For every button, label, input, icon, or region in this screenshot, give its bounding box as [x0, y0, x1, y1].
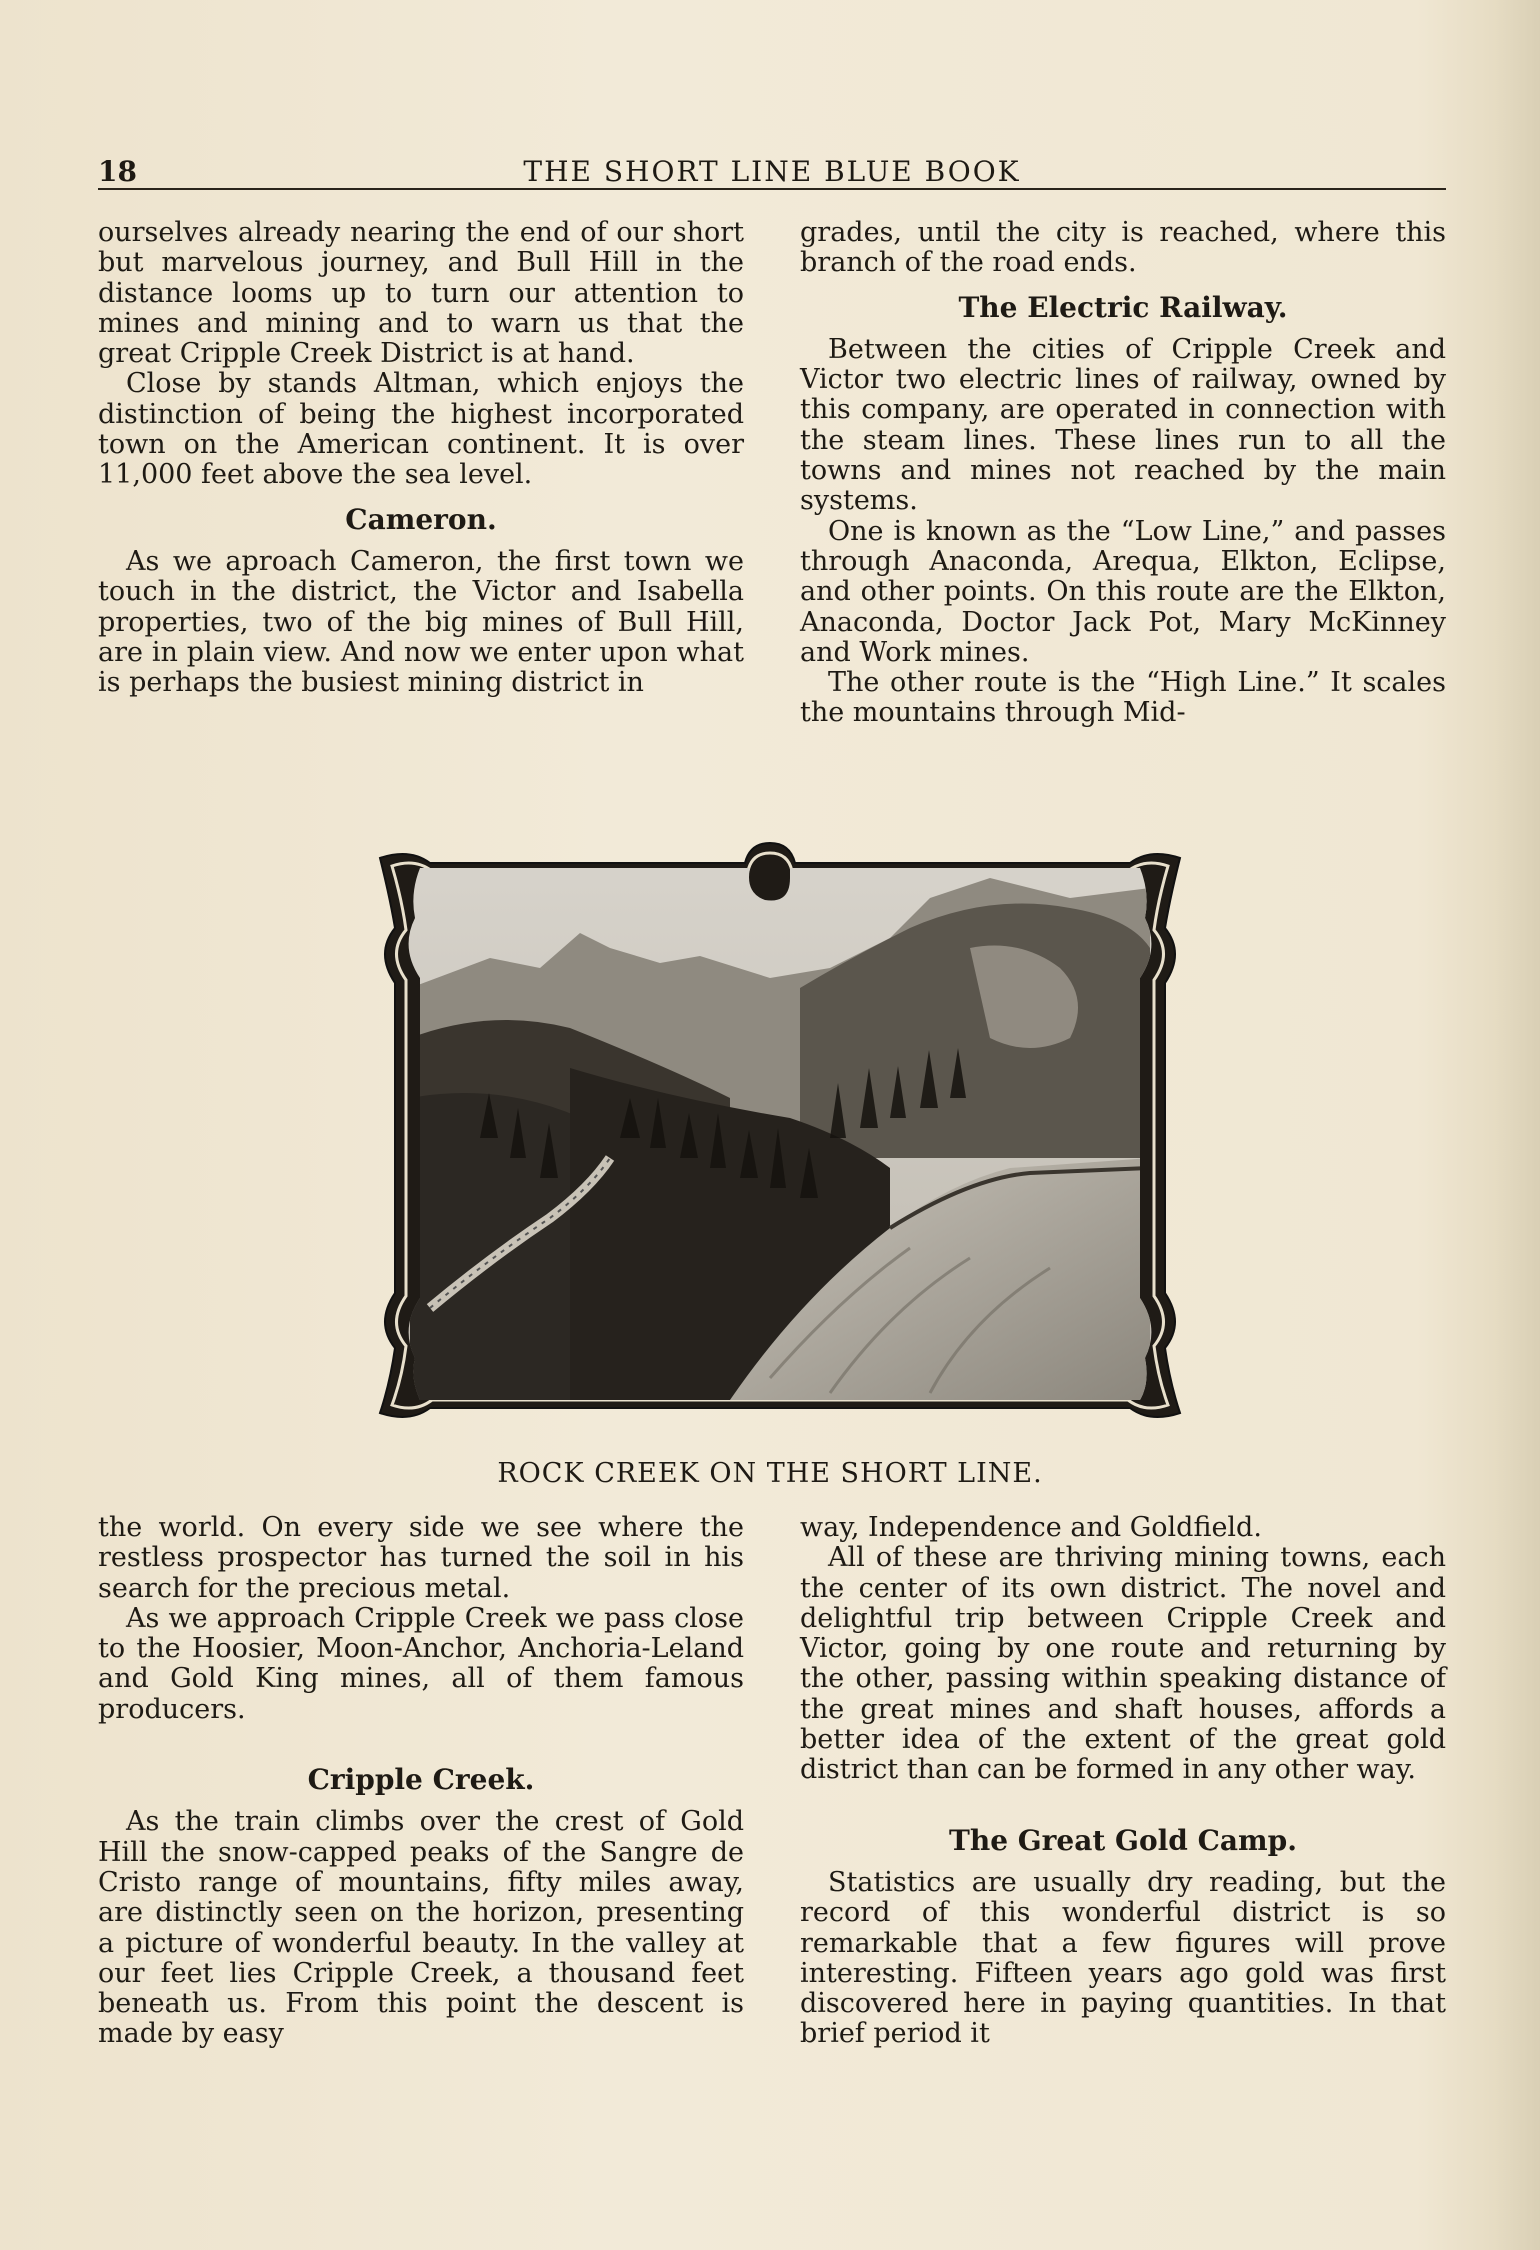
- paragraph: the world. On every side we see where the restless prospector has turned the soil in his search for the precious metal.: [98, 1512, 744, 1604]
- column-top-right: [800, 218, 1446, 729]
- paragraph: Statistics are usually dry reading, but the record of this wonderful district is so remarkable that a few figures will prove interesting. Fifteen years ago gold was first discovered here in paying quantities. In that brief period it: [800, 1866, 1446, 2050]
- column-bottom-right: [800, 1513, 1446, 2050]
- paragraph: Between the cities of Cripple Creek and Victor two electric lines of railway, owned by this company, are operated in connection with the steam lines. These lines run to all the towns and mines not reached by the main systems.: [800, 333, 1446, 517]
- paragraph: Close by stands Altman, which enjoys the distinction of being the highest incorporated town on the American continent. It is over 11,000 feet above the sea level.: [98, 368, 744, 491]
- paragraph: As the train climbs over the crest of Gold Hill the snow-capped peaks of the Sangre de Cristo range of mountains, fifty miles away, are distinctly seen on the horizon, presenting a picture of wonderful beauty. In the valley at our feet lies Cripple Creek, a thousand feet beneath us. From this point the descent is made by easy: [98, 1806, 744, 2050]
- running-title: THE SHORT LINE BLUE BOOK: [523, 155, 1021, 188]
- rock-creek-photo: [370, 838, 1190, 1430]
- section-heading-cripple-creek: Cripple Creek.: [307, 1763, 535, 1797]
- paragraph: All of these are thriving mining towns, each the center of its own district. The novel and delightful trip between Cripple Creek and Victor, going by one route and returning by the other, passing within speaking distance of the great mines and shaft houses, affords a better idea of the extent of the great gold district than can be formed in any other way.: [800, 1542, 1446, 1786]
- section-heading-great-gold-camp: The Great Gold Camp.: [949, 1823, 1297, 1857]
- column-top-left: [98, 218, 744, 698]
- page-number: 18: [98, 155, 137, 188]
- section-heading-cameron: Cameron.: [345, 502, 497, 536]
- paragraph: As we approach Cripple Creek we pass close to the Hoosier, Moon-Anchor, Anchoria-Leland and Gold King mines, all of them famous producers.: [98, 1602, 744, 1725]
- column-bottom-left: [98, 1513, 744, 2050]
- paragraph: The other route is the “High Line.” It scales the mountains through Mid-: [800, 667, 1446, 729]
- figure-caption: ROCK CREEK ON THE SHORT LINE.: [497, 1458, 1043, 1489]
- section-heading-electric-railway: The Electric Railway.: [958, 290, 1288, 324]
- paragraph: One is known as the “Low Line,” and passes through Anaconda, Arequa, Elkton, Eclipse, and other points. On this route are the Elkton, Anaconda, Doctor Jack Pot, Mary McKinney and Work mines.: [800, 515, 1446, 668]
- paragraph: As we aproach Cameron, the first town we touch in the district, the Victor and Isabella properties, two of the big mines of Bull Hill, are in plain view. And now we enter upon what is perhaps the busiest mining district in: [98, 545, 744, 699]
- page-header: [98, 148, 1446, 190]
- paragraph: grades, until the city is reached, where this branch of the road ends.: [800, 217, 1446, 279]
- paragraph: way, Independence and Goldfield.: [800, 1512, 1262, 1543]
- paragraph: ourselves already nearing the end of our short but marvelous journey, and Bull Hill in the distance looms up to turn our attention to mines and mining and to warn us that the great Cripple Creek District is at hand.: [98, 217, 744, 370]
